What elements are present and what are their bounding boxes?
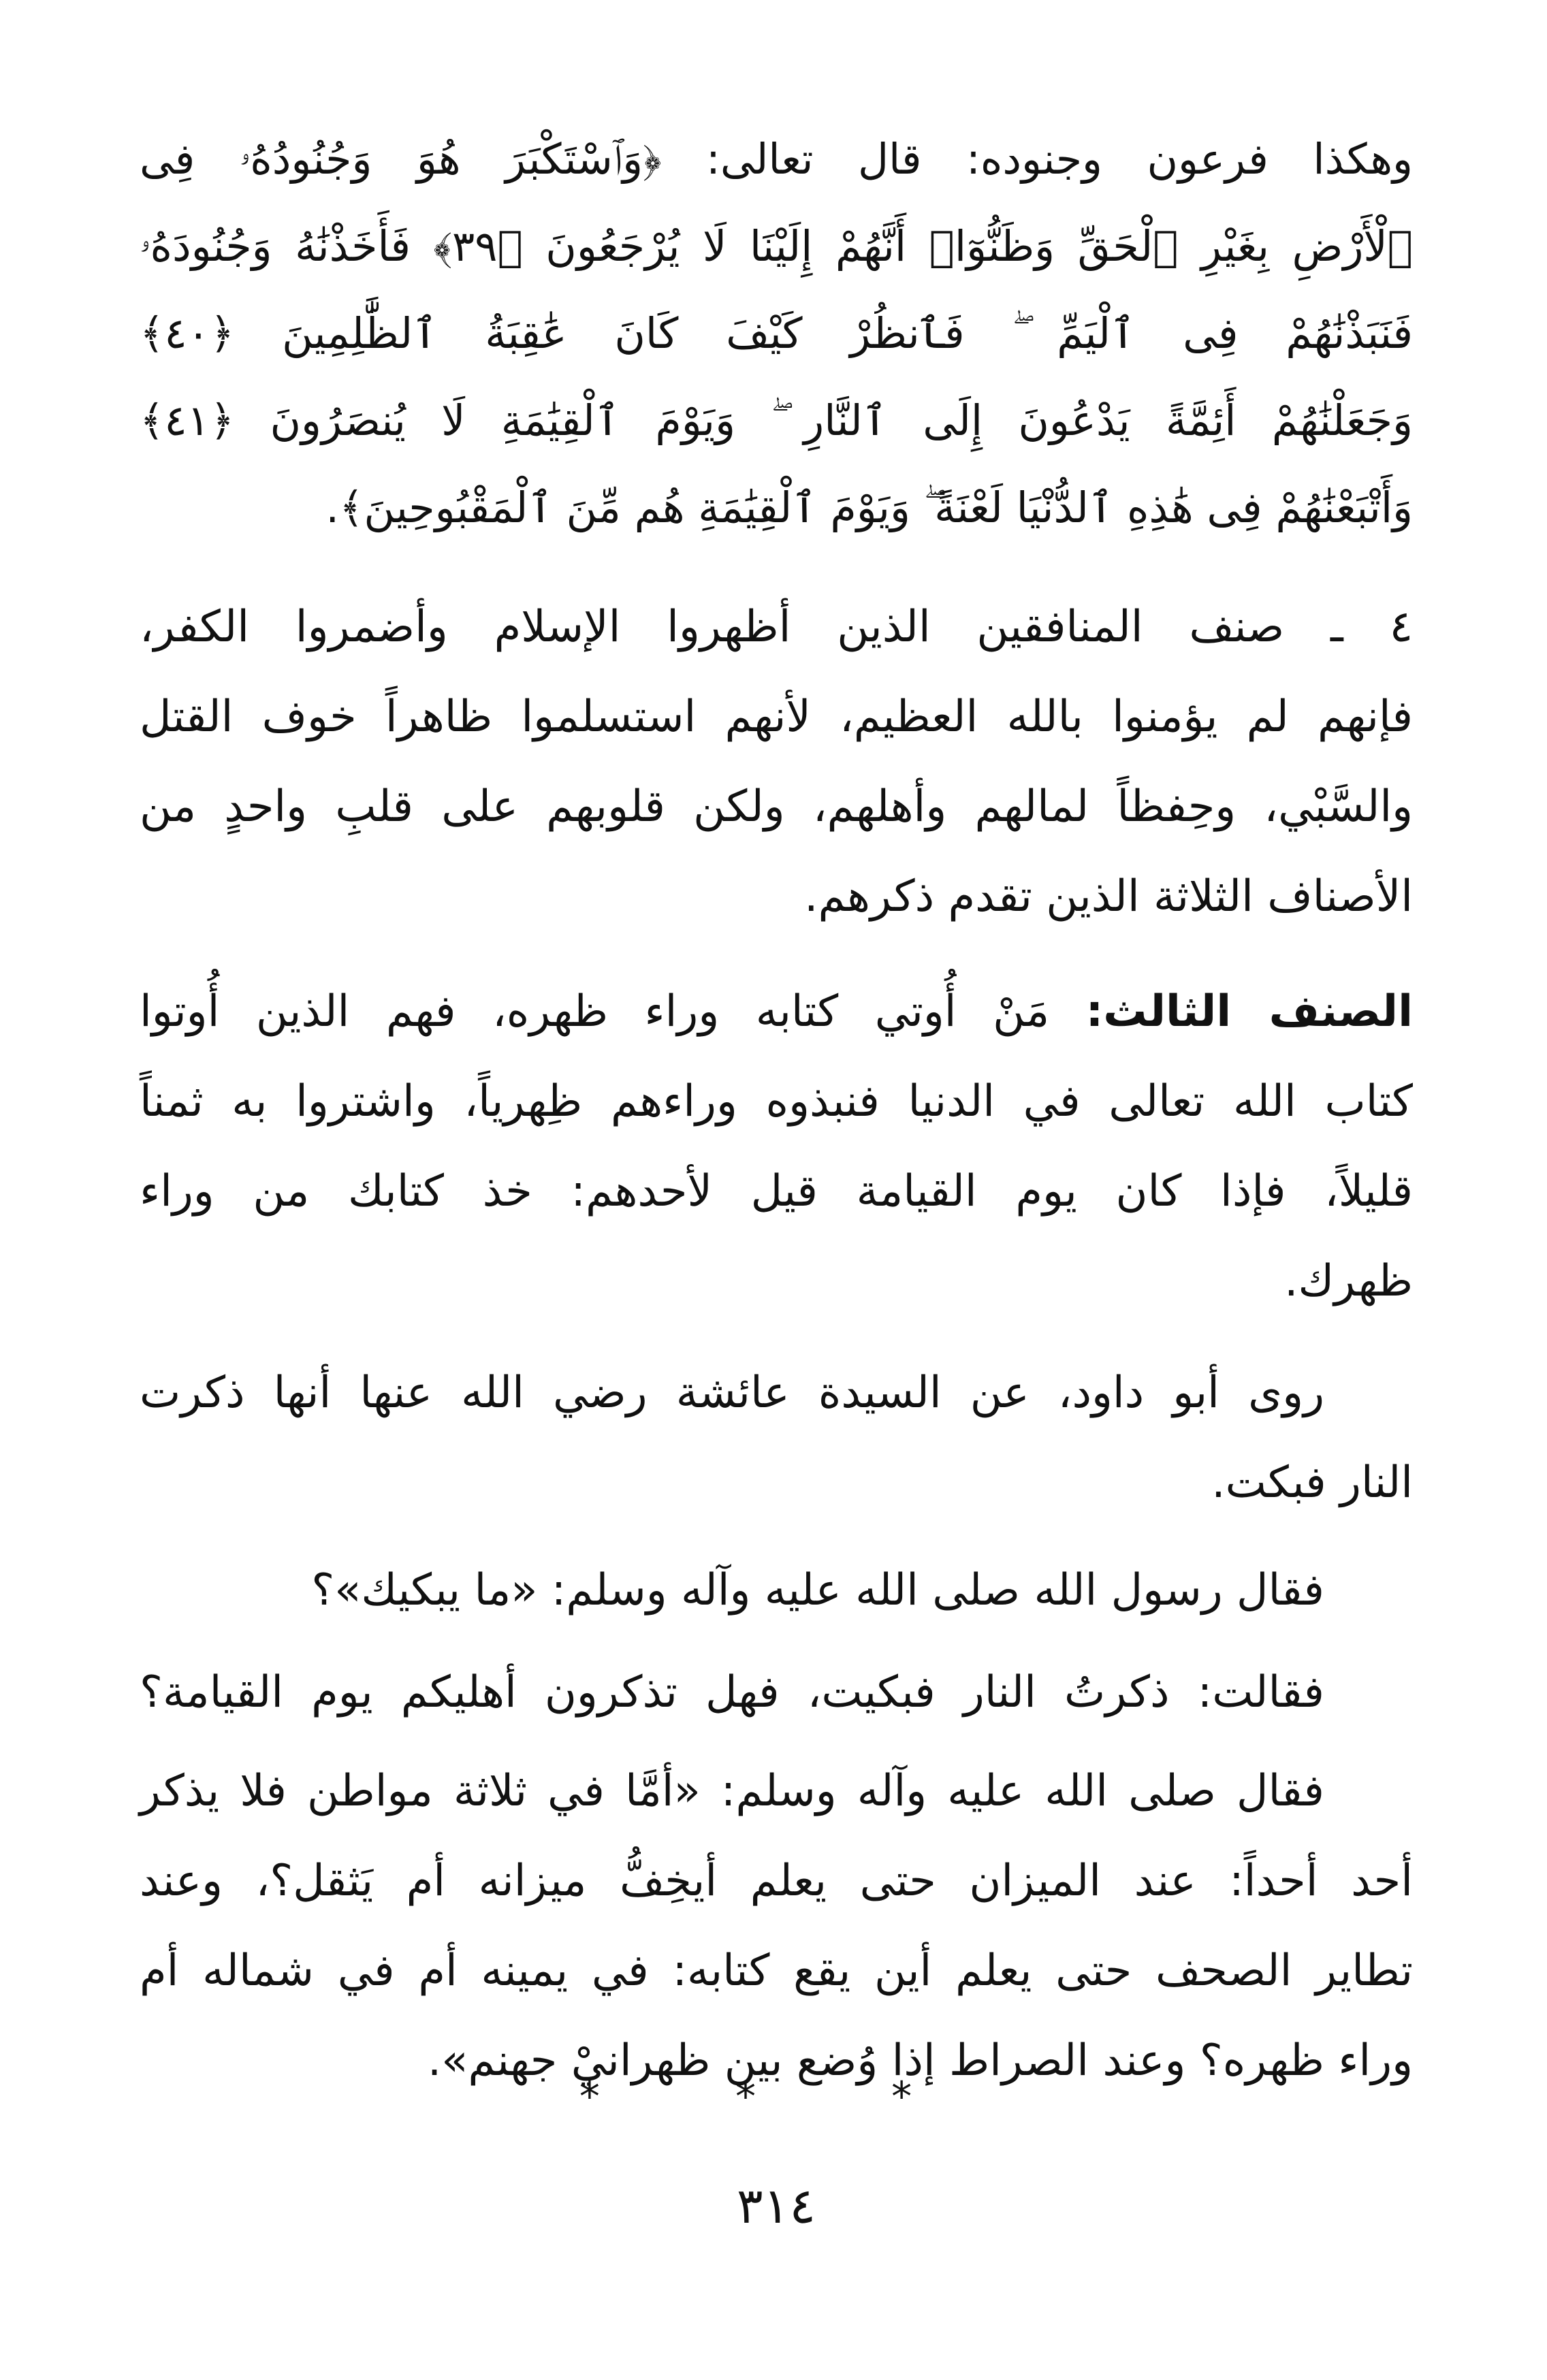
quran-verse-block <box>140 116 1413 551</box>
section-separator: * * * <box>579 2073 974 2121</box>
paragraph-line: فقال صلى الله عليه وآله وسلم: «أمَّا في ثلاثة مواطن فلا يذكر <box>140 1766 1324 1816</box>
third-type-text: مَنْ أُوتي كتابه وراء ظهره، فهم الذين أُوتوا <box>140 986 1086 1037</box>
verse-line: فَنَبَذْنَٰهُمْ فِى ٱلْيَمِّ ۖ فَٱنظُرْ كَيْفَ كَانَ عَٰقِبَةُ ٱلظَّٰلِمِينَ ﴿٤٠﴾ <box>140 308 1413 358</box>
paragraph-line: ظهرك. <box>1284 1256 1413 1306</box>
third-type-heading: الصنف الثالث: <box>1085 986 1414 1037</box>
verse-line: وهكذا فرعون وجنوده: قال تعالى: ﴿وَٱسْتَكْبَرَ هُوَ وَجُنُودُهُۥ فِى <box>140 134 1413 184</box>
paragraph-line: قليلاً، فإذا كان يوم القيامة قيل لأحدهم: خذ كتابك من وراء <box>140 1166 1413 1217</box>
paragraph-line: النار فبكت. <box>1211 1458 1413 1508</box>
verse-line: ٱلْأَرْضِ بِغَيْرِ ٱلْحَقِّ وَظَنُّوٓا۟ أَنَّهُمْ إِلَيْنَا لَا يُرْجَعُونَ ﴿٣٩﴾ فَأَخَذْنَٰهُ وَجُنُودَهُۥ <box>140 221 1413 271</box>
paragraph-line: أحد أحداً: عند الميزان حتى يعلم أيخِفُّ ميزانه أم يَثقل؟، وعند <box>140 1856 1413 1906</box>
paragraph-line: روى أبو داود، عن السيدة عائشة رضي الله عنها أنها ذكرت <box>140 1368 1324 1418</box>
paragraph-line: تطاير الصحف حتى يعلم أين يقع كتابه: في يمينه أم في شماله أم <box>140 1946 1413 1996</box>
paragraph-line: ٤ ـ صنف المنافقين الذين أظهروا الإسلام وأضمروا الكفر، <box>140 602 1413 652</box>
paragraph-line: فقالت: ذكرتُ النار فبكيت، فهل تذكرون أهليكم يوم القيامة؟ <box>140 1667 1324 1718</box>
verse-line: وَجَعَلْنَٰهُمْ أَئِمَّةً يَدْعُونَ إِلَى ٱلنَّارِ ۖ وَيَوْمَ ٱلْقِيَٰمَةِ لَا يُنصَرُونَ ﴿٤١﴾ <box>140 396 1413 445</box>
book-page <box>140 116 1413 2294</box>
paragraph-line: والسَّبْي، وحِفظاً لمالهم وأهلهم، ولكن قلوبهم على قلبِ واحدٍ من <box>140 782 1413 832</box>
paragraph-line: كتاب الله تعالى في الدنيا فنبذوه وراءهم ظِهرياً، واشتروا به ثمناً <box>140 1076 1413 1127</box>
paragraph-line: الأصناف الثلاثة الذين تقدم ذكرهم. <box>804 871 1413 922</box>
page-number: ٣١٤ <box>736 2177 816 2234</box>
paragraph-line: فإنهم لم يؤمنوا بالله العظيم، لأنهم استسلموا ظاهراً خوف القتل <box>140 692 1413 742</box>
paragraph-line <box>140 967 1413 1057</box>
verse-line: وَأَتْبَعْنَٰهُمْ فِى هَٰذِهِ ٱلدُّنْيَا لَعْنَةً ۖ وَيَوْمَ ٱلْقِيَٰمَةِ هُم مِّنَ ٱلْمَقْبُوحِينَ﴾. <box>325 483 1413 532</box>
paragraph-line: فقال رسول الله صلى الله عليه وآله وسلم: «ما يبكيك»؟ <box>311 1565 1324 1615</box>
paragraph-line: وراء ظهره؟ وعند الصراط إذا وُضع بين ظهرانيْ جهنم». <box>427 2036 1413 2086</box>
